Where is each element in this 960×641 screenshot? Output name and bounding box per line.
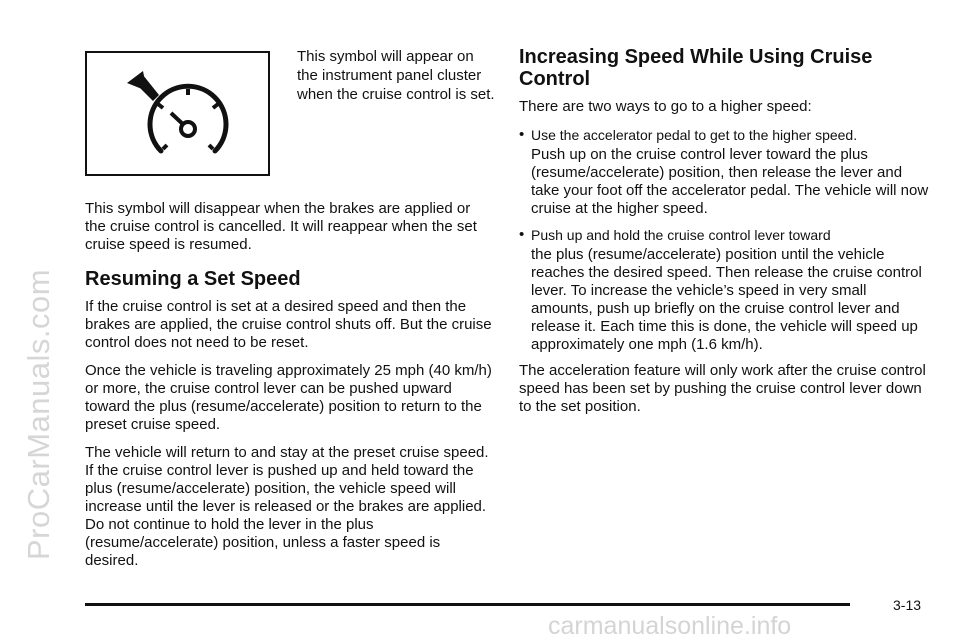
page-number: 3-13 bbox=[893, 597, 922, 613]
increasing-speed-heading: Increasing Speed While Using Cruise Control bbox=[519, 46, 873, 90]
side-watermark: ProCarManuals.com bbox=[21, 268, 56, 560]
resume-paragraph-2: Once the vehicle is traveling approximately 25 mph (40 km/h) or more, the cruise control lever can be pushed upward toward the plus (resume/accelerate) position to return to the preset cruise speed. bbox=[85, 362, 492, 433]
cruise-symbol-box bbox=[85, 51, 270, 176]
bullet-item-2 bbox=[519, 226, 929, 354]
left-column bbox=[85, 200, 495, 580]
resume-paragraph-3: The vehicle will return to and stay at the preset cruise speed. If the cruise control lever is pushed up and held toward the plus (resume/accelerate) position, the vehicle speed will increase until the lever is released or the brakes are applied. Do not continue to hold the lever in the plus (resume/accelerate) position, unless a faster speed is desired. bbox=[85, 444, 489, 569]
resuming-heading: Resuming a Set Speed bbox=[85, 268, 301, 290]
cruise-control-speedometer-icon bbox=[87, 53, 268, 174]
increase-intro: There are two ways to go to a higher speed: bbox=[519, 98, 812, 115]
bullet-icon: • bbox=[519, 226, 525, 243]
acceleration-closing: The acceleration feature will only work after the cruise control speed has been set by pushing the cruise control lever down to the set position. bbox=[519, 362, 926, 415]
bullet-1-body: Push up on the cruise control lever toward the plus (resume/accelerate) position, then release the lever and take your foot off the accelerator pedal. The vehicle will now cruise at the higher speed. bbox=[531, 146, 929, 217]
bullet-2-body: the plus (resume/accelerate) position until the vehicle reaches the desired speed. Then release the cruise control lever. To increase the vehicle’s speed in very small amounts, push up briefly on the cruise control lever and release it. Each time this is done, the vehicle will speed up approximately one mph (1.6 km/h). bbox=[531, 246, 922, 353]
icon-caption: This symbol will appear on the instrument panel cluster when the cruise control is set. bbox=[297, 48, 495, 103]
bullet-item-1 bbox=[519, 126, 929, 218]
bottom-watermark: carmanualsonline.info bbox=[548, 612, 792, 640]
symbol-disappear-text: This symbol will disappear when the brakes are applied or the cruise control is cancelled. It will reappear when the set cruise speed is resumed. bbox=[85, 200, 477, 253]
bullet-icon: • bbox=[519, 126, 525, 143]
bullet-2-lead: Push up and hold the cruise control lever toward bbox=[531, 227, 831, 243]
resume-paragraph-1: If the cruise control is set at a desired speed and then the brakes are applied, the cruise control shuts off. But the cruise control does not need to be reset. bbox=[85, 298, 492, 351]
bullet-1-lead: Use the accelerator pedal to get to the higher speed. bbox=[531, 127, 858, 143]
footer-rule bbox=[85, 603, 850, 606]
right-column bbox=[519, 46, 929, 426]
